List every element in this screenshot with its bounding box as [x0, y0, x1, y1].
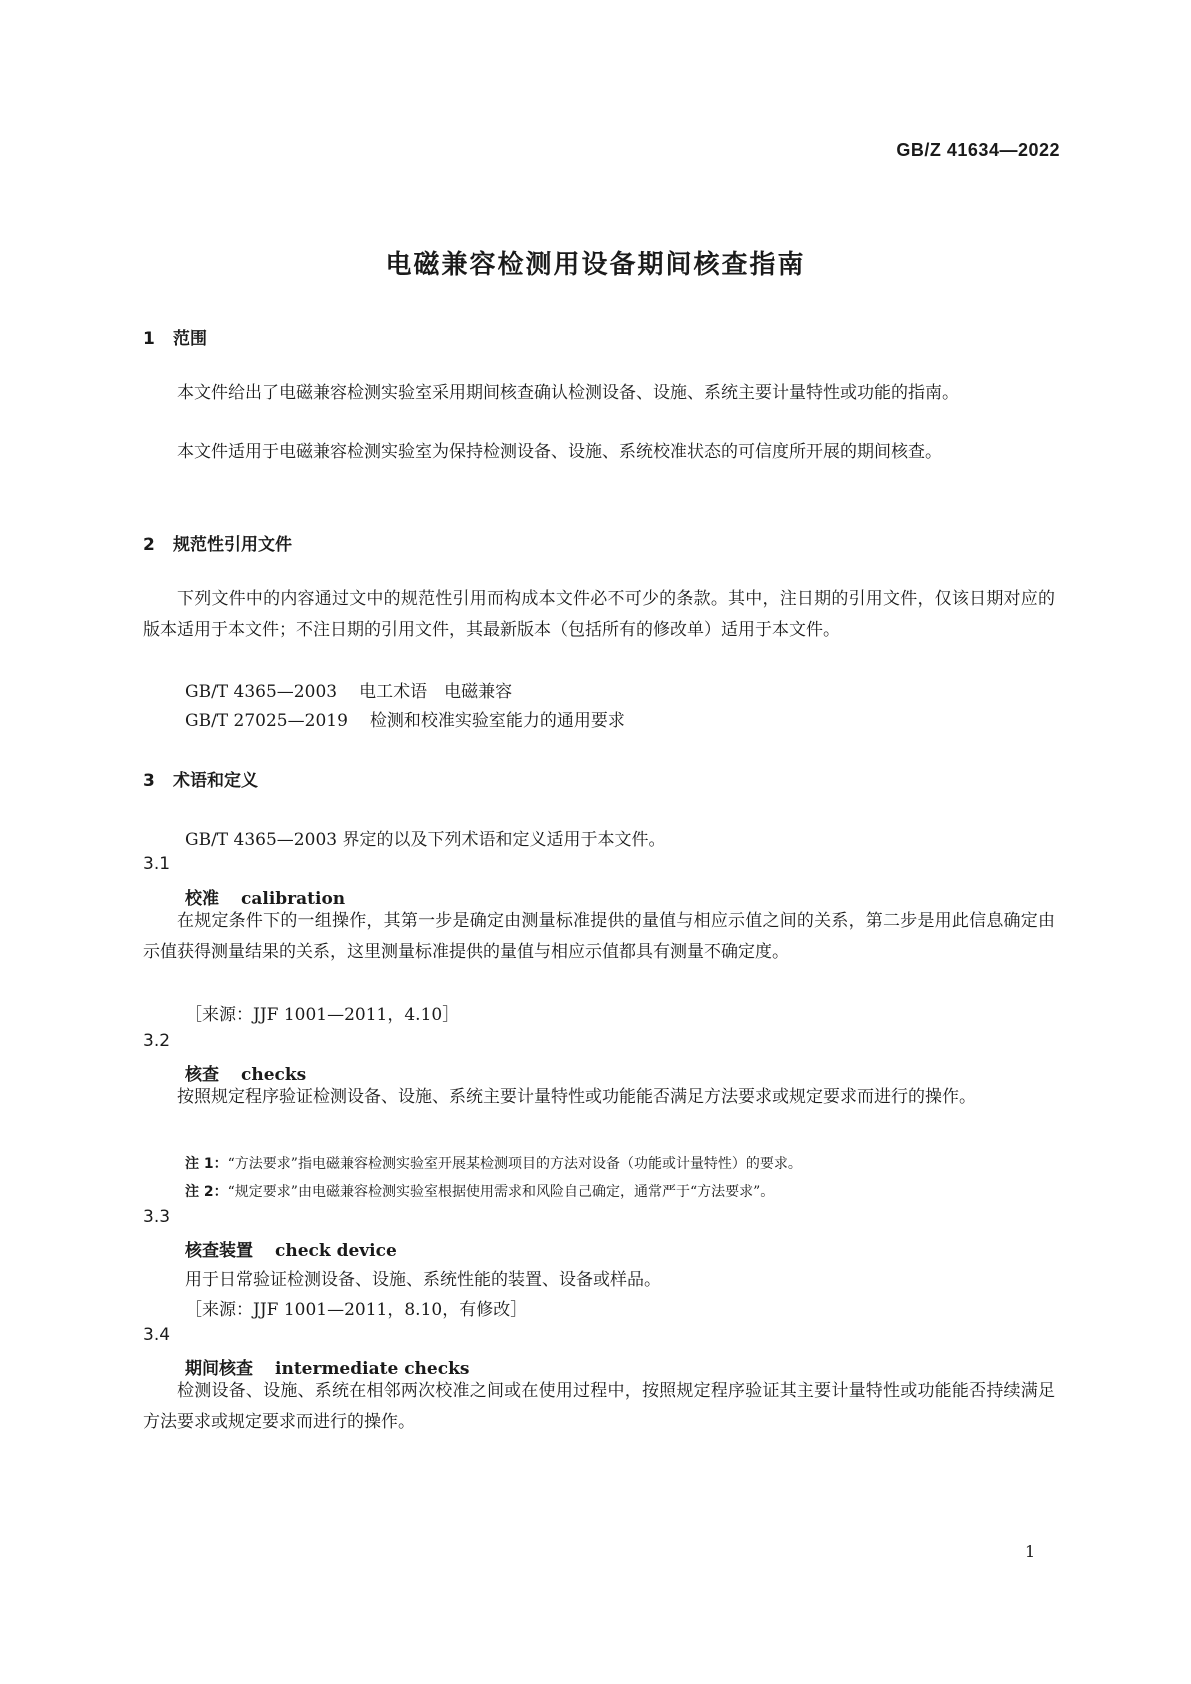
term-check-device — [185, 1236, 397, 1261]
section-title: 范围 — [173, 329, 207, 349]
term-definition: 按照规定程序验证检测设备、设施、系统主要计量特性或功能能否满足方法要求或规定要求而进行的操作。 — [177, 1087, 976, 1107]
term-source: ［来源：JJF 1001—2011，4.10］ — [185, 1005, 460, 1025]
term-en: calibration — [241, 889, 346, 909]
reference-item — [185, 706, 625, 731]
term-zh: 期间核查 — [185, 1359, 253, 1379]
section-number: 2 — [143, 535, 155, 555]
note-2 — [185, 1181, 774, 1201]
page-number: 1 — [1025, 1542, 1036, 1561]
term-definition: 在规定条件下的一组操作，其第一步是确定由测量标准提供的量值与相应示值之间的关系，第二步是用此信息确定由示值获得测量结果的关系，这里测量标准提供的量值与相应示值都具有测量不确定度。 — [143, 911, 1055, 962]
term-zh: 核查装置 — [185, 1241, 253, 1261]
terms-intro: GB/T 4365—2003 界定的以及下列术语和定义适用于本文件。 — [185, 830, 666, 850]
note-1 — [185, 1153, 802, 1173]
section-heading-scope — [143, 324, 207, 349]
term-en: checks — [241, 1065, 307, 1085]
section-number: 3 — [143, 771, 155, 791]
note-text: “规定要求”由电磁兼容检测实验室根据使用需求和风险自己确定，通常严于“方法要求”。 — [227, 1184, 775, 1200]
reference-title: 检测和校准实验室能力的通用要求 — [369, 711, 625, 731]
term-definition: 用于日常验证检测设备、设施、系统性能的装置、设备或样品。 — [185, 1270, 661, 1290]
note-label: 注 1： — [185, 1156, 228, 1172]
term-en: check device — [275, 1241, 397, 1261]
scope-paragraph-2: 本文件适用于电磁兼容检测实验室为保持检测设备、设施、系统校准状态的可信度所开展的期间核查。 — [177, 442, 942, 462]
term-en: intermediate checks — [275, 1359, 470, 1379]
reference-item — [185, 677, 512, 702]
clause-number-3-2: 3.2 — [143, 1031, 171, 1051]
reference-code: GB/T 27025—2019 — [185, 711, 348, 731]
clause-number-3-4: 3.4 — [143, 1325, 171, 1345]
note-text: “方法要求”指电磁兼容检测实验室开展某检测项目的方法对设备（功能或计量特性）的要求。 — [227, 1156, 802, 1172]
section-title: 规范性引用文件 — [173, 535, 292, 555]
clause-number-3-3: 3.3 — [143, 1207, 171, 1227]
reference-title: 电工术语 电磁兼容 — [359, 682, 513, 702]
section-title: 术语和定义 — [173, 771, 258, 791]
document-title: 电磁兼容检测用设备期间核查指南 — [385, 250, 806, 280]
note-label: 注 2： — [185, 1184, 228, 1200]
section-heading-normative — [143, 530, 292, 555]
term-zh: 校准 — [185, 889, 219, 909]
normative-paragraph: 下列文件中的内容通过文中的规范性引用而构成本文件必不可少的条款。其中，注日期的引用文件，仅该日期对应的版本适用于本文件；不注日期的引用文件，其最新版本（包括所有的修改单）适用于本文件。 — [143, 589, 1055, 640]
term-source: ［来源：JJF 1001—2011，8.10，有修改］ — [185, 1300, 528, 1320]
reference-code: GB/T 4365—2003 — [185, 682, 338, 702]
section-number: 1 — [143, 329, 155, 349]
clause-number-3-1: 3.1 — [143, 854, 171, 874]
section-heading-terms — [143, 766, 258, 791]
standard-number: GB/Z 41634—2022 — [896, 140, 1060, 160]
term-definition: 检测设备、设施、系统在相邻两次校准之间或在使用过程中，按照规定程序验证其主要计量特性或功能能否持续满足方法要求或规定要求而进行的操作。 — [143, 1381, 1055, 1432]
scope-paragraph-1: 本文件给出了电磁兼容检测实验室采用期间核查确认检测设备、设施、系统主要计量特性或功能的指南。 — [177, 383, 959, 403]
term-zh: 核查 — [185, 1065, 219, 1085]
